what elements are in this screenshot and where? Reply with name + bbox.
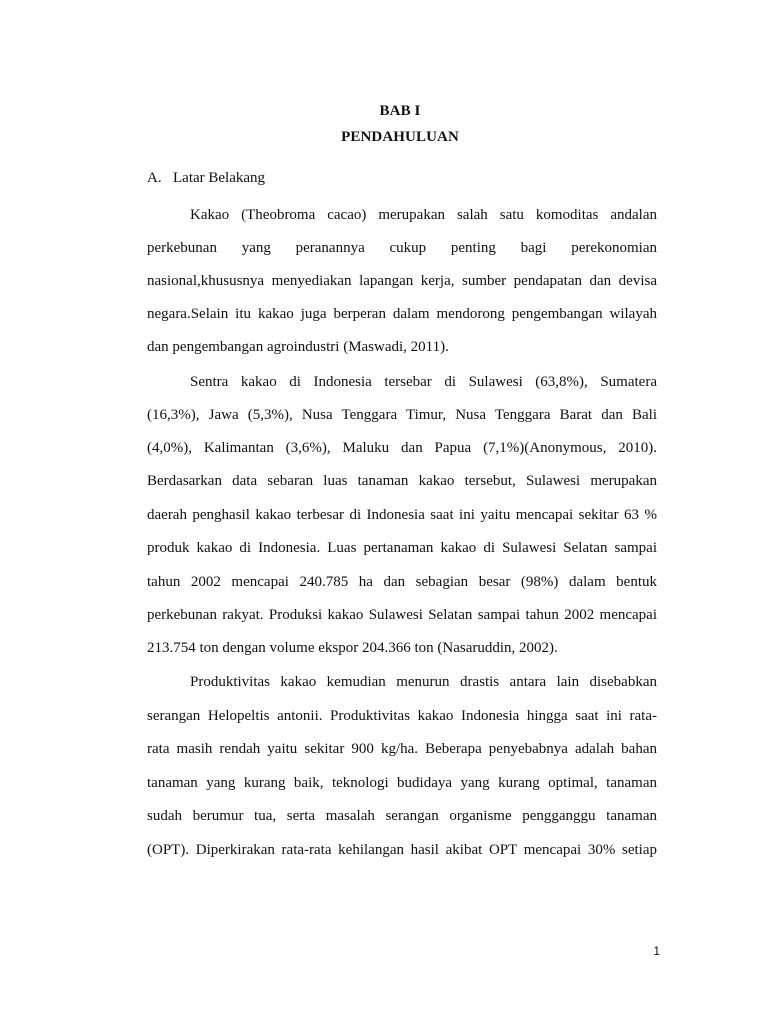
body-line: produk kakao di Indonesia. Luas pertanaman kakao di Sulawesi Selatan sampai — [147, 540, 657, 556]
body-line: Kakao (Theobroma cacao) merupakan salah satu komoditas andalan — [190, 207, 657, 223]
section-title: Latar Belakang — [173, 170, 266, 186]
body-line: nasional,khususnya menyediakan lapangan kerja, sumber pendapatan dan devisa — [147, 273, 657, 289]
body-line: (16,3%), Jawa (5,3%), Nusa Tenggara Timur, Nusa Tenggara Barat dan Bali — [147, 407, 657, 423]
section-heading — [147, 170, 265, 187]
body-line: sudah berumur tua, serta masalah serangan organisme pengganggu tanaman — [147, 808, 657, 824]
body-line: Berdasarkan data sebaran luas tanaman kakao tersebut, Sulawesi merupakan — [147, 473, 657, 489]
body-line: (OPT). Diperkirakan rata-rata kehilangan hasil akibat OPT mencapai 30% setiap — [147, 842, 657, 858]
body-line: 213.754 ton dengan volume ekspor 204.366 ton (Nasaruddin, 2002). — [147, 640, 558, 656]
body-line: serangan Helopeltis antonii. Produktivitas kakao Indonesia hingga saat ini rata- — [147, 708, 657, 724]
section-marker: A. — [147, 170, 162, 186]
chapter-heading: BAB I — [379, 103, 421, 119]
chapter-title: PENDAHULUAN — [341, 129, 459, 145]
body-line: (4,0%), Kalimantan (3,6%), Maluku dan Papua (7,1%)(Anonymous, 2010). — [147, 440, 657, 456]
body-line: daerah penghasil kakao terbesar di Indonesia saat ini yaitu mencapai sekitar 63 % — [147, 507, 657, 523]
body-line: tanaman yang kurang baik, teknologi budidaya yang kurang optimal, tanaman — [147, 775, 657, 791]
page-number: 1 — [653, 944, 660, 958]
body-line: negara.Selain itu kakao juga berperan dalam mendorong pengembangan wilayah — [147, 306, 657, 322]
body-line: Produktivitas kakao kemudian menurun drastis antara lain disebabkan — [190, 674, 657, 690]
body-line: Sentra kakao di Indonesia tersebar di Sulawesi (63,8%), Sumatera — [190, 374, 657, 390]
body-line: tahun 2002 mencapai 240.785 ha dan sebagian besar (98%) dalam bentuk — [147, 574, 657, 590]
body-line: perkebunan rakyat. Produksi kakao Sulawesi Selatan sampai tahun 2002 mencapai — [147, 607, 657, 623]
body-line: perkebunan yang peranannya cukup penting bagi perekonomian — [147, 240, 657, 256]
body-line: dan pengembangan agroindustri (Maswadi, 2011). — [147, 339, 449, 355]
body-line: rata masih rendah yaitu sekitar 900 kg/ha. Beberapa penyebabnya adalah bahan — [147, 741, 657, 757]
